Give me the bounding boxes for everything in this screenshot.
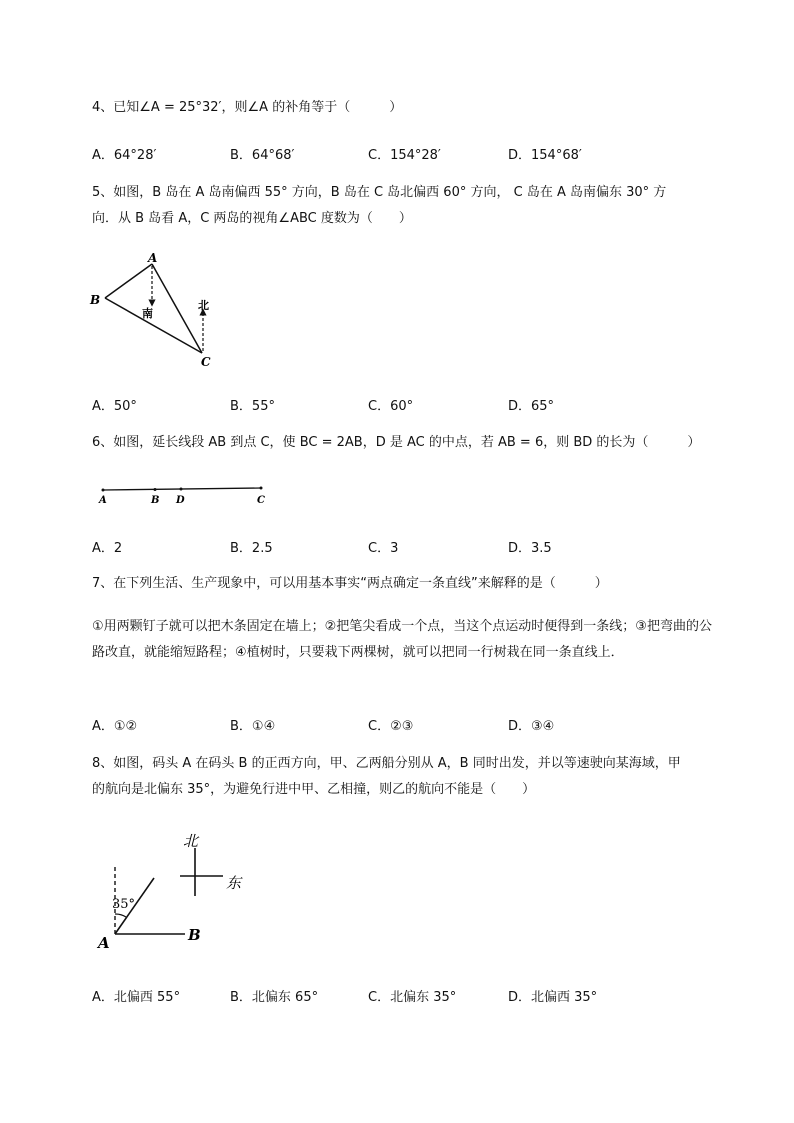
label-a: A (98, 934, 110, 952)
question-7-body: ①用两颗钉子就可以把木条固定在墙上；②把笔尖看成一个点，当这个点运动时便得到一条线；③把弯曲的公路改直，就能缩短路程；④植树时，只要栽下两棵树，就可以把同一行树栽在同一条直线上． (92, 619, 712, 660)
option-b: B．64°68′ (230, 148, 295, 163)
question-5-figure (88, 250, 228, 372)
option-a: A．50° (92, 399, 137, 414)
angle-arc (115, 914, 126, 917)
option-c: C．154°28′ (368, 148, 441, 163)
question-7-options (92, 715, 712, 735)
segment-ab (105, 264, 152, 298)
option-a: A．北偏西 55° (92, 990, 181, 1005)
question-7-stem: 7、在下列生活、生产现象中，可以用基本事实“两点确定一条直线”来解释的是（ ） (92, 576, 608, 591)
option-c: C．60° (368, 399, 414, 414)
question-4-options (92, 144, 712, 164)
segment-bc (105, 298, 202, 353)
label-b: B (151, 495, 160, 506)
option-a: A．①② (92, 719, 138, 734)
point-b (154, 488, 157, 491)
label-north: 北 (183, 832, 199, 850)
option-d: D．65° (508, 399, 555, 414)
option-c: C．北偏东 35° (368, 990, 457, 1005)
label-angle: 35° (112, 897, 136, 912)
label-a: A (99, 495, 107, 506)
question-6-stem: 6、如图，延长线段 AB 到点 C，使 BC = 2AB，D 是 AC 的中点，若 AB = 6，则 BD 的长为（ ） (92, 435, 701, 450)
option-b: B．55° (230, 399, 275, 414)
option-d: D．③④ (508, 719, 555, 734)
question-6-options (92, 537, 712, 557)
label-c: C (257, 495, 265, 506)
label-east: 东 (226, 874, 242, 892)
question-4-stem: 4、已知∠A = 25°32′，则∠A 的补角等于（ ） (92, 100, 403, 115)
point-c (260, 487, 263, 490)
option-a: A．64°28′ (92, 148, 157, 163)
question-6-figure (95, 482, 275, 506)
question-8-figure (95, 826, 265, 956)
option-c: C．3 (368, 541, 399, 556)
question-8-stem-line2: 的航向是北偏东 35°，为避免行进中甲、乙相撞，则乙的航向不能是（ ） (92, 782, 536, 797)
option-a: A．2 (92, 541, 123, 556)
label-b: B (188, 926, 201, 944)
label-b: B (90, 293, 101, 307)
label-north: 北 (198, 299, 209, 312)
option-c: C．②③ (368, 719, 414, 734)
option-b: B．①④ (230, 719, 276, 734)
label-south: 南 (142, 307, 153, 320)
option-d: D．北偏西 35° (508, 990, 598, 1005)
label-a: A (148, 251, 158, 265)
option-b: B．2.5 (230, 541, 273, 556)
question-8-stem-line1: 8、如图，码头 A 在码头 B 的正西方向，甲、乙两船分别从 A，B 同时出发，并以等速驶向某海域，甲 (92, 756, 681, 771)
option-b: B．北偏东 65° (230, 990, 319, 1005)
point-a (102, 489, 105, 492)
option-d: D．154°68′ (508, 148, 582, 163)
question-5-stem-line2: 向．从 B 岛看 A，C 两岛的视角∠ABC 度数为（ ） (92, 211, 412, 226)
question-5-stem-line1: 5、如图，B 岛在 A 岛南偏西 55° 方向，B 岛在 C 岛北偏西 60° 方向， C 岛在 A 岛南偏东 30° 方 (92, 185, 667, 200)
label-d: D (176, 495, 185, 506)
option-d: D．3.5 (508, 541, 552, 556)
question-8-options (92, 986, 712, 1006)
label-c: C (201, 355, 211, 369)
point-d (180, 488, 183, 491)
question-5-options (92, 395, 712, 415)
